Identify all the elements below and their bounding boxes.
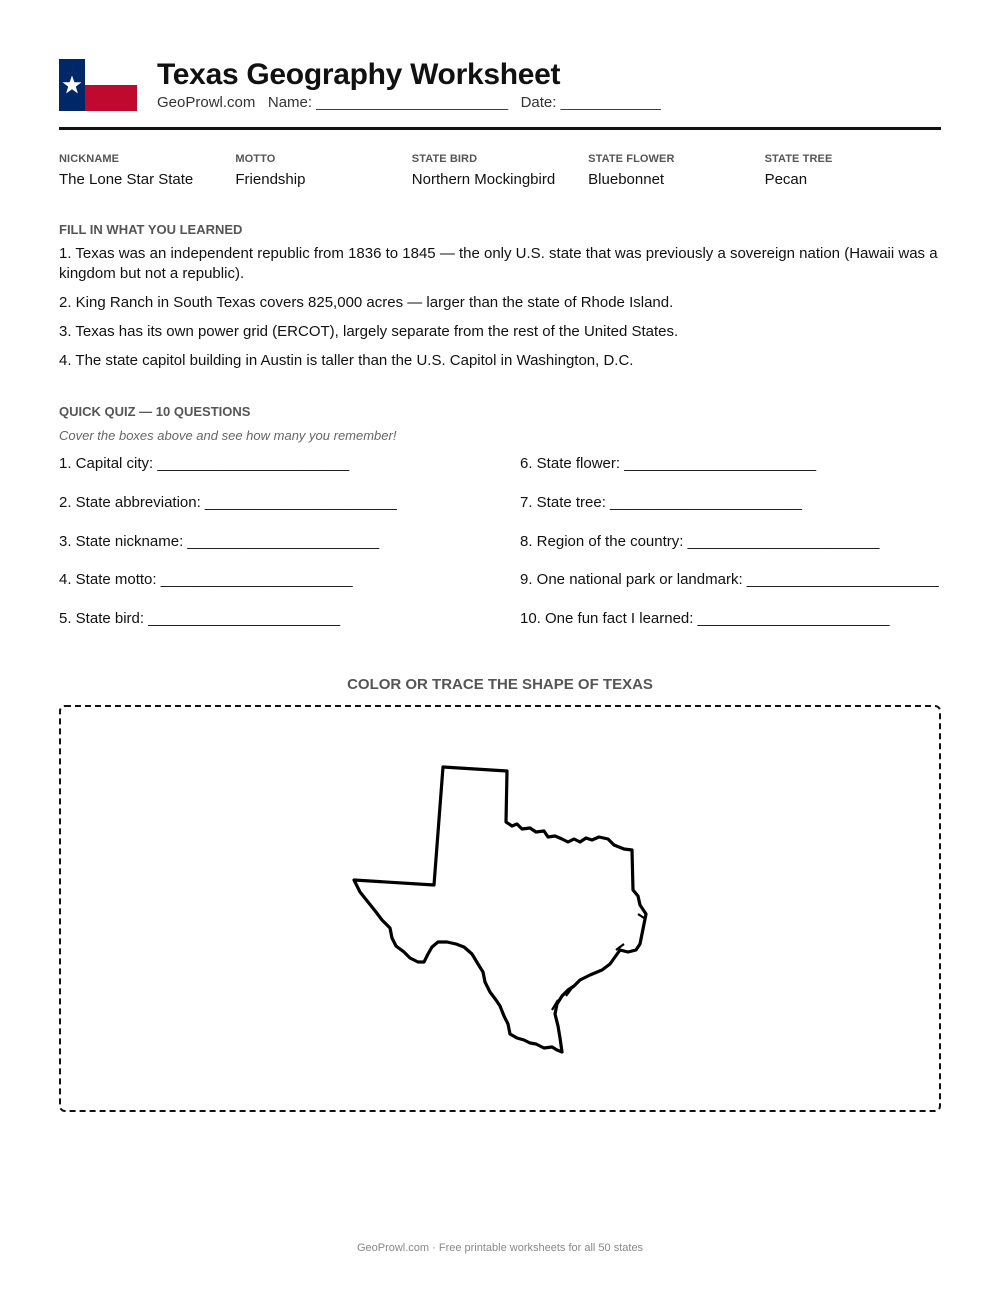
fact-state-bird <box>412 153 588 188</box>
fact-state-flower <box>588 153 764 188</box>
fact-label: MOTTO <box>235 153 276 165</box>
fact-nickname <box>59 153 235 188</box>
quiz-question: 2. State abbreviation: _______________________ <box>59 493 397 511</box>
quiz-question: 3. State nickname: _______________________ <box>59 532 380 550</box>
fact-value: Northern Mockingbird <box>411 171 556 188</box>
map-heading: COLOR OR TRACE THE SHAPE OF TEXAS <box>347 676 653 693</box>
quiz-heading: QUICK QUIZ — 10 QUESTIONS <box>59 404 251 419</box>
page-title: Texas Geography Worksheet <box>157 58 561 91</box>
fact-value: The Lone Star State <box>59 171 194 188</box>
learned-item: 1. Texas was an independent republic from 1836 to 1845 — the only U.S. state that was previously a sovereign nation (Hawaii was a kingdom but not a republic). <box>59 245 938 282</box>
fact-label: STATE BIRD <box>411 153 478 165</box>
learned-list <box>59 244 941 380</box>
fact-motto <box>235 153 411 188</box>
quiz-question: 8. Region of the country: _______________________ <box>520 532 880 550</box>
fact-value: Pecan <box>764 171 808 188</box>
header-subtitle: GeoProwl.com Name: _______________________ Date: ____________ <box>157 94 661 111</box>
quiz-note: Cover the boxes above and see how many you remember! <box>59 428 397 443</box>
learned-item: 2. King Ranch in South Texas covers 825,000 acres — larger than the state of Rhode Island. <box>59 294 674 311</box>
fact-label: NICKNAME <box>59 153 120 165</box>
quiz-question: 9. One national park or landmark: _______________________ <box>520 571 939 589</box>
texas-flag-icon <box>59 59 137 111</box>
fact-label: STATE TREE <box>764 153 833 165</box>
quiz-question: 7. State tree: _______________________ <box>520 493 802 511</box>
fact-value: Friendship <box>235 171 306 188</box>
footer: GeoProwl.com · Free printable worksheets for all 50 states <box>356 1242 644 1254</box>
state-facts <box>59 153 941 188</box>
quiz-question: 1. Capital city: _______________________ <box>59 455 350 472</box>
quiz-column-right <box>520 455 939 649</box>
quiz-question: 6. State flower: _______________________ <box>520 455 817 472</box>
quiz-column-left <box>59 455 397 649</box>
quiz-question: 10. One fun fact I learned: _______________________ <box>520 610 890 628</box>
fact-value: Bluebonnet <box>588 171 665 188</box>
learned-item: 4. The state capitol building in Austin is taller than the U.S. Capitol in Washington, D.C. <box>59 352 634 369</box>
learned-item: 3. Texas has its own power grid (ERCOT), largely separate from the rest of the United States. <box>59 323 679 340</box>
header-divider <box>59 127 941 130</box>
quiz-question: 5. State bird: _______________________ <box>59 610 341 628</box>
fact-state-tree <box>765 153 941 188</box>
quiz-question: 4. State motto: _______________________ <box>59 571 353 589</box>
learned-heading: FILL IN WHAT YOU LEARNED <box>59 222 243 237</box>
fact-label: STATE FLOWER <box>588 153 675 165</box>
texas-outline-icon <box>352 764 650 1056</box>
